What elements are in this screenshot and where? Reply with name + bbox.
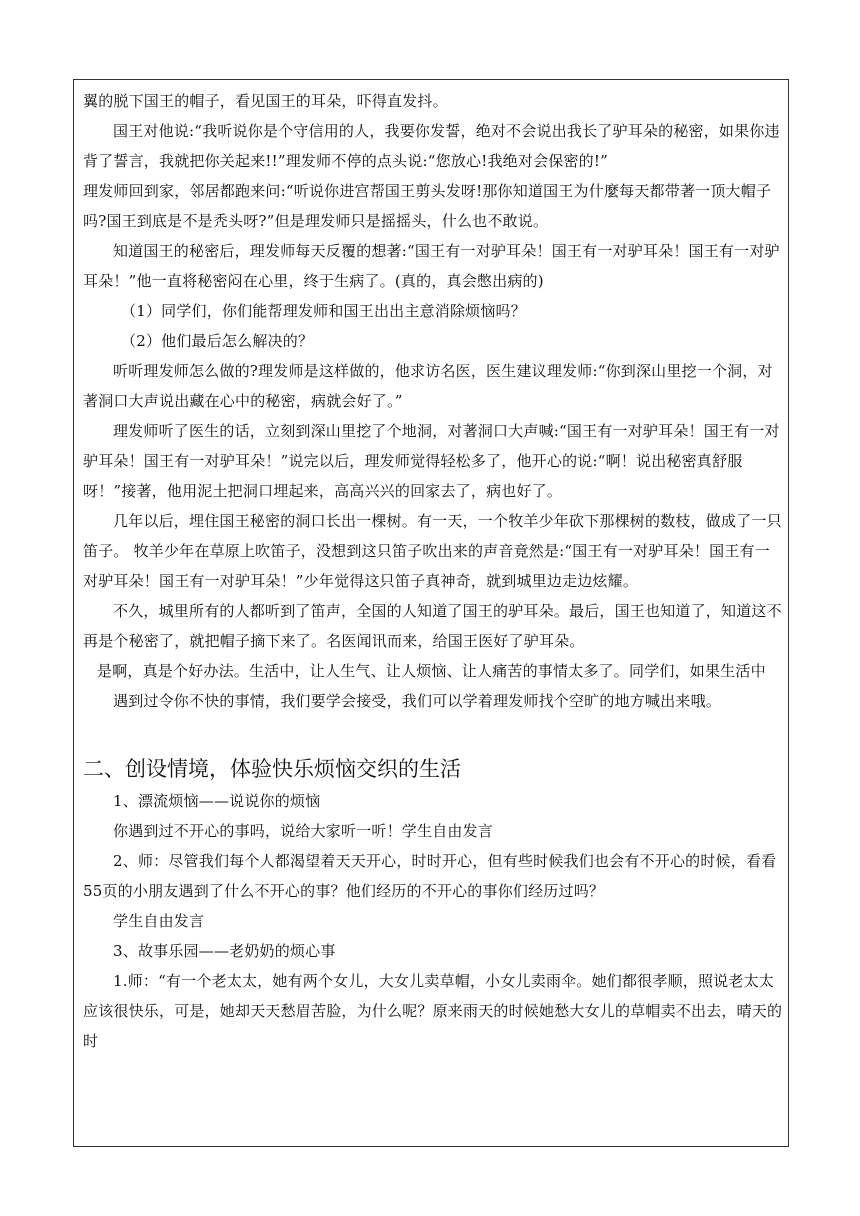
paragraph: 2、师：尽管我们每个人都渴望着天天开心，时时开心，但有些时候我们也会有不开心的时候，看看55页的小朋友遇到了什么不开心的事？他们经历的不开心的事你们经历过吗？ xyxy=(83,852,777,900)
paragraph: 学生自由发言 xyxy=(113,912,205,930)
paragraph: 理发师听了医生的话，立刻到深山里挖了个地洞，对著洞口大声喊:“国王有一对驴耳朵！国王有一对驴耳朵！国王有一对驴耳朵！”说完以后，理发师觉得轻松多了，他开心的说:“啊！说出秘密真舒服呀！”接著，他用泥土把洞口埋起来，高高兴兴的回家去了，病也好了。 xyxy=(83,422,780,500)
question-item: （2）他们最后怎么解决的？ xyxy=(121,332,314,350)
paragraph: 翼的脱下国王的帽子，看见国王的耳朵，吓得直发抖。 xyxy=(83,92,448,110)
paragraph: 知道国王的秘密后，理发师每天反覆的想著:“国王有一对驴耳朵！国王有一对驴耳朵！国王有一对驴耳朵！”他一直将秘密闷在心里，终于生病了。(真的，真会憋出病的) xyxy=(83,242,780,290)
paragraph: 1、漂流烦恼——说说你的烦恼 xyxy=(113,792,321,810)
paragraph: 听听理发师怎么做的?理发师是这样做的，他求访名医，医生建议理发师:“你到深山里挖一个洞，对著洞口大声说出藏在心中的秘密，病就会好了。” xyxy=(83,362,773,410)
document-body xyxy=(83,86,783,1056)
paragraph: 遇到过令你不快的事情，我们要学会接受，我们可以学着理发师找个空旷的地方喊出来哦。 xyxy=(113,692,722,710)
paragraph: 是啊，真是个好办法。生活中，让人生气、让人烦恼、让人痛苦的事情太多了。同学们，如果生活中 xyxy=(97,662,766,680)
paragraph: 国王对他说:“我听说你是个守信用的人，我要你发誓，绝对不会说出我长了驴耳朵的秘密，如果你违背了誓言，我就把你关起来!!”理发师不停的点头说:“您放心!我绝对会保密的!” xyxy=(83,122,780,170)
paragraph: 不久，城里所有的人都听到了笛声，全国的人知道了国王的驴耳朵。最后，国王也知道了，知道这不再是个秘密了，就把帽子摘下来了。名医闻讯而来，给国王医好了驴耳朵。 xyxy=(83,602,782,650)
section-heading: 二、创设情境，体验快乐烦恼交织的生活 xyxy=(83,757,461,781)
paragraph: 几年以后，埋住国王秘密的洞口长出一棵树。有一天，一个牧羊少年砍下那棵树的数枝，做成了一只笛子。 牧羊少年在草原上吹笛子，没想到这只笛子吹出来的声音竟然是:“国王有一对驴耳朵！国王有一对驴耳朵！国王有一对驴耳朵！”少年觉得这只笛子真神奇，就到城里边走边炫耀。 xyxy=(83,512,782,590)
question-item: （1）同学们，你们能帮理发师和国王出出主意消除烦恼吗？ xyxy=(121,302,526,320)
paragraph: 1.师：“有一个老太太，她有两个女儿，大女儿卖草帽，小女儿卖雨伞。她们都很孝顺，照说老太太应该很快乐，可是，她却天天愁眉苦脸，为什么呢？原来雨天的时候她愁大女儿的草帽卖不出去，晴天的时 xyxy=(83,972,783,1050)
paragraph: 理发师回到家，邻居都跑来问:“听说你进宫帮国王剪头发呀!那你知道国王为什麼每天都带著一顶大帽子吗?国王到底是不是秃头呀?”但是理发师只是摇摇头，什么也不敢说。 xyxy=(83,182,772,230)
paragraph: 3、故事乐园——老奶奶的烦心事 xyxy=(113,942,336,960)
paragraph: 你遇到过不开心的事吗，说给大家听一听！学生自由发言 xyxy=(113,822,494,840)
